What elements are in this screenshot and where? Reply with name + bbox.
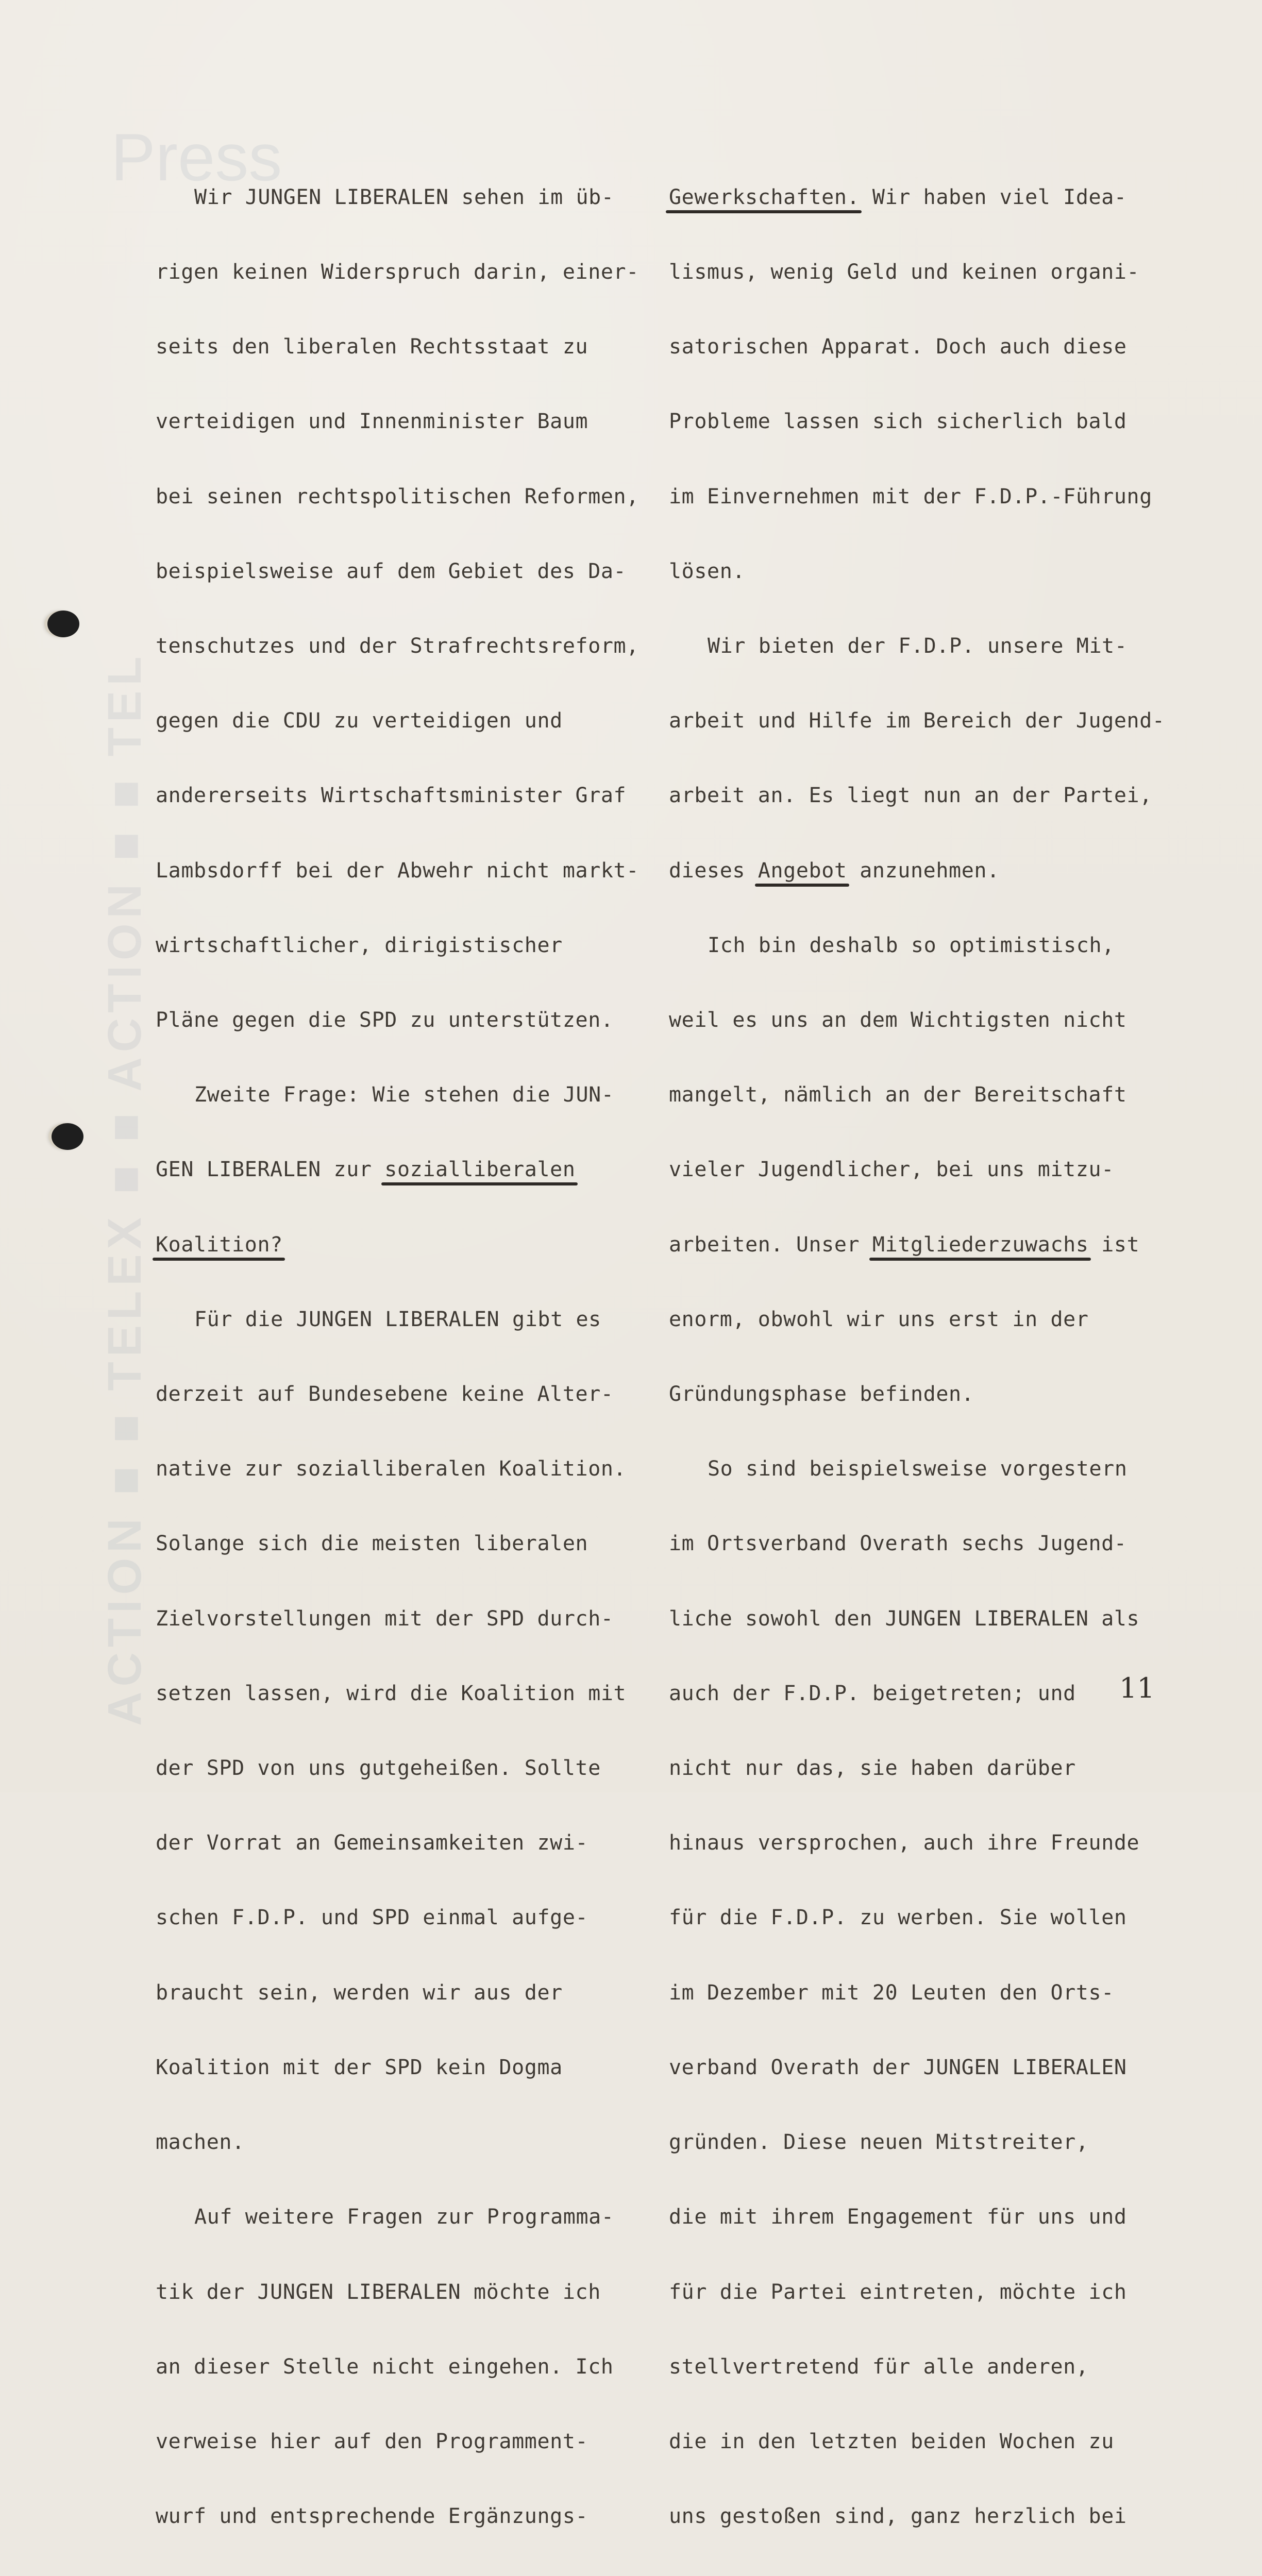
text-line: braucht sein, werden wir aus der: [156, 1980, 563, 2005]
show-through-vertical-text: ACTION ■ ■ TELEX ■ ■ ACTION ■ ■ TEL: [98, 651, 151, 1726]
text-line: bei seinen rechtspolitischen Reformen,: [156, 484, 639, 509]
text-line: an dieser Stelle nicht eingehen. Ich: [156, 2354, 614, 2379]
text-line: im Ortsverband Overath sechs Jugend-: [669, 1532, 1127, 1556]
text-line: Koalition mit der SPD kein Dogma: [156, 2055, 563, 2079]
text-line: derzeit auf Bundesebene keine Alter-: [156, 1382, 614, 1406]
right-column: [669, 135, 1164, 2576]
text-line: Für die JUNGEN LIBERALEN gibt es: [194, 1307, 601, 1331]
text-line: liche sowohl den JUNGEN LIBERALEN als: [669, 1606, 1140, 1631]
text-line: seits den liberalen Rechtsstaat zu: [156, 335, 588, 359]
text-line: der SPD von uns gutgeheißen. Sollte: [156, 1756, 601, 1781]
text-line: Ich bin deshalb so optimistisch,: [708, 933, 1115, 957]
text-line: Probleme lassen sich sicherlich bald: [669, 410, 1127, 434]
text-line: setzen lassen, wird die Koalition mit: [156, 1681, 627, 1705]
text-line: andererseits Wirtschaftsminister Graf: [156, 784, 627, 808]
text-line: native zur sozialliberalen Koalition.: [156, 1457, 627, 1481]
text-line: verweise hier auf den Programment-: [156, 2429, 588, 2453]
text-line: Wir bieten der F.D.P. unsere Mit-: [708, 634, 1128, 658]
text-line: [156, 1157, 635, 1182]
text-line: Auf weitere Fragen zur Programma-: [194, 2205, 614, 2229]
text-line: für die F.D.P. zu werben. Sie wollen: [669, 1906, 1127, 1930]
punch-hole: [52, 1123, 83, 1150]
text-line: machen.: [156, 2130, 245, 2155]
text-line: der Vorrat an Gemeinsamkeiten zwi-: [156, 1831, 588, 1855]
text-line: [669, 185, 1164, 210]
text-segment: arbeiten. Unser: [669, 1232, 872, 1257]
text-line: lösen.: [669, 559, 746, 583]
text-line: tenschutzes und der Strafrechtsreform,: [156, 634, 639, 658]
underlined-phrase: Mitgliederzuwachs: [872, 1232, 1089, 1257]
show-through-text: Press: [111, 120, 282, 195]
text-line: lismus, wenig Geld und keinen organi-: [669, 260, 1140, 284]
text-line: uns gestoßen sind, ganz herzlich bei: [669, 2504, 1127, 2529]
underlined-phrase: Koalition?: [156, 1232, 283, 1257]
text-line: arbeit und Hilfe im Bereich der Jugend-: [669, 709, 1165, 733]
text-line: Lambsdorff bei der Abwehr nicht markt-: [156, 858, 639, 883]
underlined-phrase: sozialliberalen: [384, 1158, 576, 1182]
text-line: gegen die CDU zu verteidigen und: [156, 709, 563, 733]
text-line: [669, 858, 1164, 883]
text-line: Gründungsphase befinden.: [669, 1382, 974, 1406]
text-line: Solange sich die meisten liberalen: [156, 1532, 588, 1556]
text-line: Wir JUNGEN LIBERALEN sehen im üb-: [194, 185, 614, 209]
text-line: [156, 1232, 635, 1257]
underlined-phrase: Angebot: [758, 858, 847, 883]
text-line: tik der JUNGEN LIBERALEN möchte ich: [156, 2280, 601, 2304]
text-line: im Einvernehmen mit der F.D.P.-Führung: [669, 484, 1152, 509]
text-line: hinaus versprochen, auch ihre Freunde: [669, 1831, 1140, 1855]
text-line: satorischen Apparat. Doch auch diese: [669, 335, 1127, 359]
text-segment: anzunehmen.: [847, 858, 1000, 883]
text-segment: ist: [1088, 1232, 1140, 1257]
text-line: arbeit an. Es liegt nun an der Partei,: [669, 784, 1152, 808]
text-line: für die Partei eintreten, möchte ich: [669, 2280, 1127, 2304]
text-line: Pläne gegen die SPD zu unterstützen.: [156, 1008, 614, 1032]
text-line: [669, 1232, 1164, 1257]
text-line: verteidigen und Innenminister Baum: [156, 410, 588, 434]
text-line: die in den letzten beiden Wochen zu: [669, 2429, 1114, 2453]
text-line: vieler Jugendlicher, bei uns mitzu-: [669, 1158, 1114, 1182]
text-line: stellvertretend für alle anderen,: [669, 2354, 1089, 2379]
text-line: beispielsweise auf dem Gebiet des Da-: [156, 559, 627, 583]
text-segment: dieses: [669, 858, 758, 883]
text-segment: GEN LIBERALEN zur: [156, 1158, 385, 1182]
text-line: Zweite Frage: Wie stehen die JUN-: [194, 1083, 614, 1107]
text-line: nicht nur das, sie haben darüber: [669, 1756, 1076, 1781]
text-line: im Dezember mit 20 Leuten den Orts-: [669, 1980, 1114, 2005]
text-line: verband Overath der JUNGEN LIBERALEN: [669, 2055, 1127, 2079]
text-line: wirtschaftlicher, dirigistischer: [156, 933, 563, 957]
text-line: gründen. Diese neuen Mitstreiter,: [669, 2130, 1089, 2155]
text-line: wurf und entsprechende Ergänzungs-: [156, 2504, 588, 2529]
underlined-phrase: Gewerkschaften.: [669, 185, 860, 209]
text-line: rigen keinen Widerspruch darin, einer-: [156, 260, 639, 284]
text-line: enorm, obwohl wir uns erst in der: [669, 1307, 1089, 1331]
text-line: So sind beispielsweise vorgestern: [708, 1457, 1128, 1481]
text-line: Zielvorstellungen mit der SPD durch-: [156, 1606, 614, 1631]
text-line: mangelt, nämlich an der Bereitschaft: [669, 1083, 1127, 1107]
text-segment: Wir haben viel Idea-: [860, 185, 1127, 209]
page-number: 11: [1119, 1672, 1155, 1704]
text-line: auch der F.D.P. beigetreten; und: [669, 1681, 1076, 1705]
text-line: die mit ihrem Engagement für uns und: [669, 2205, 1127, 2229]
text-line: weil es uns an dem Wichtigsten nicht: [669, 1008, 1127, 1032]
text-line: schen F.D.P. und SPD einmal aufge-: [156, 1906, 588, 1930]
left-column: [156, 135, 639, 2576]
punch-hole: [47, 611, 79, 637]
